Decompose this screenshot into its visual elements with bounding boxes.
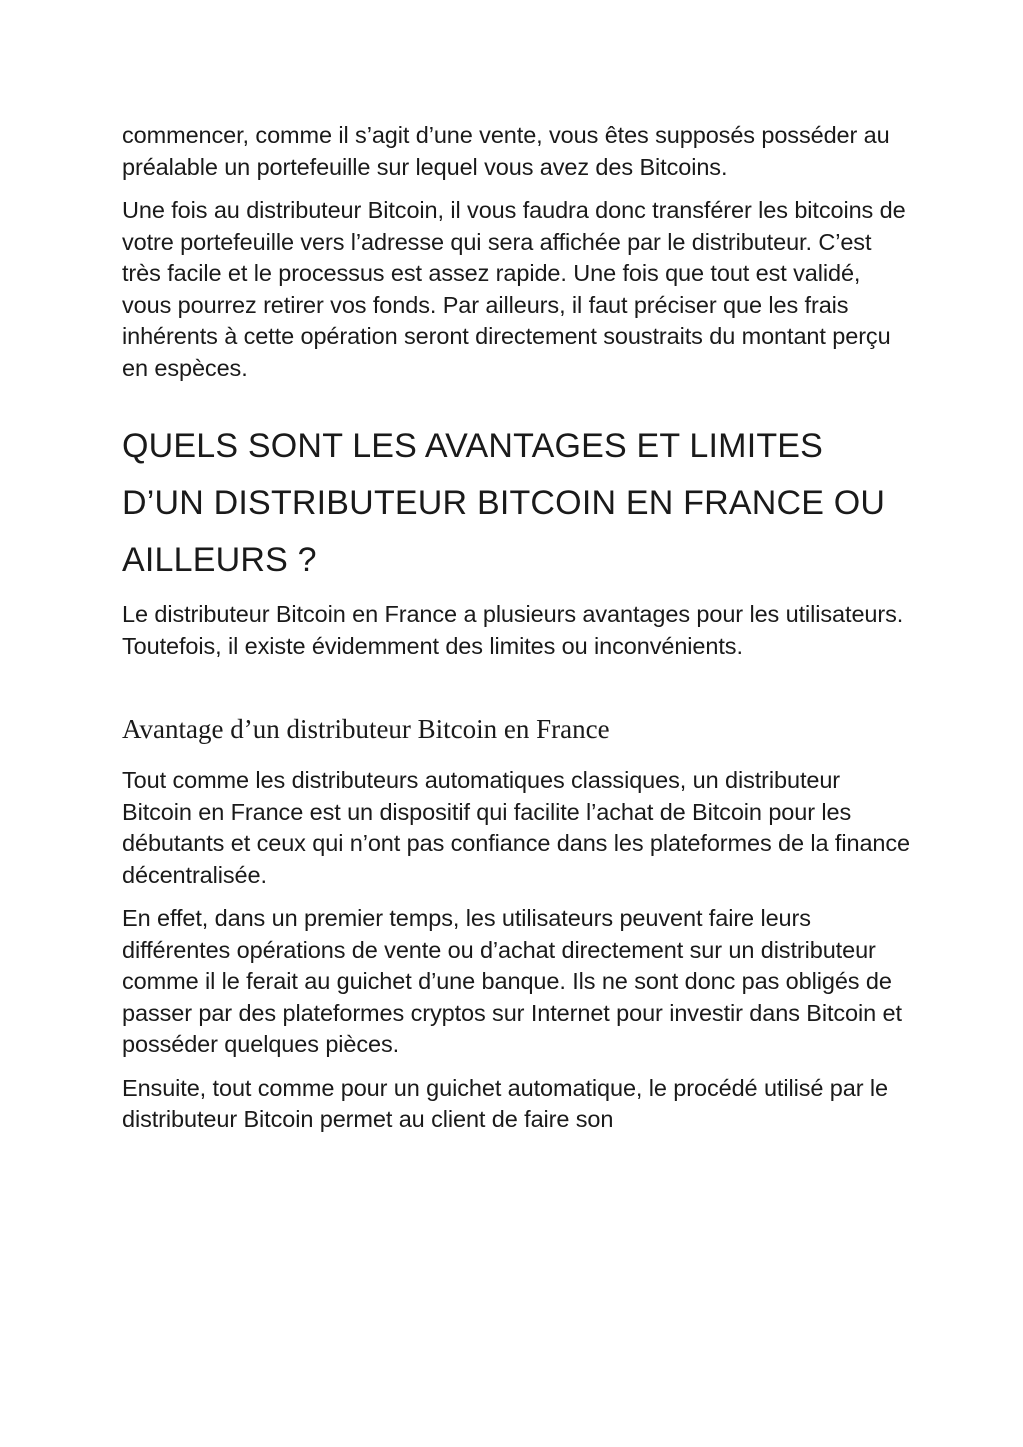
document-page (122, 120, 912, 1148)
paragraph-advantage-1: Tout comme les distributeurs automatiques classiques, un distributeur Bitcoin en France est un dispositif qui facilite l’achat de Bitcoin pour les débutants et ceux qui n’ont pas confiance dans les plateformes de la finance décentralisée. (122, 767, 911, 888)
paragraph-section-intro: Le distributeur Bitcoin en France a plusieurs avantages pour les utilisateurs. Toutefois, il existe évidemment des limites ou inconvénients. (122, 601, 904, 659)
subsection-heading: Avantage d’un distributeur Bitcoin en France (122, 714, 610, 744)
section-heading: QUELS SONT LES AVANTAGES ET LIMITES D’UN DISTRIBUTEUR BITCOIN EN FRANCE OU AILLEURS ? (122, 427, 886, 579)
paragraph-advantage-3: Ensuite, tout comme pour un guichet automatique, le procédé utilisé par le distributeur Bitcoin permet au client de faire son (122, 1074, 888, 1132)
paragraph-transfer-process: Une fois au distributeur Bitcoin, il vous faudra donc transférer les bitcoins de votre portefeuille vers l’adresse qui sera affichée par le distributeur. C’est très facile et le processus est assez rapide. Une fois que tout est validé, vous pourrez retirer vos fonds. Par ailleurs, il faut préciser que les frais inhérents à cette opération seront directement soustraits du montant perçu en espèces. (122, 197, 906, 381)
paragraph-intro-continued: commencer, comme il s’agit d’une vente, vous êtes supposés posséder au préalable un portefeuille sur lequel vous avez des Bitcoins. (122, 122, 890, 180)
paragraph-advantage-2: En effet, dans un premier temps, les utilisateurs peuvent faire leurs différentes opérations de vente ou d’achat directement sur un distributeur comme il le ferait au guichet d’une banque. Ils ne sont donc pas obligés de passer par des plateformes cryptos sur Internet pour investir dans Bitcoin et posséder quelques pièces. (122, 905, 902, 1057)
